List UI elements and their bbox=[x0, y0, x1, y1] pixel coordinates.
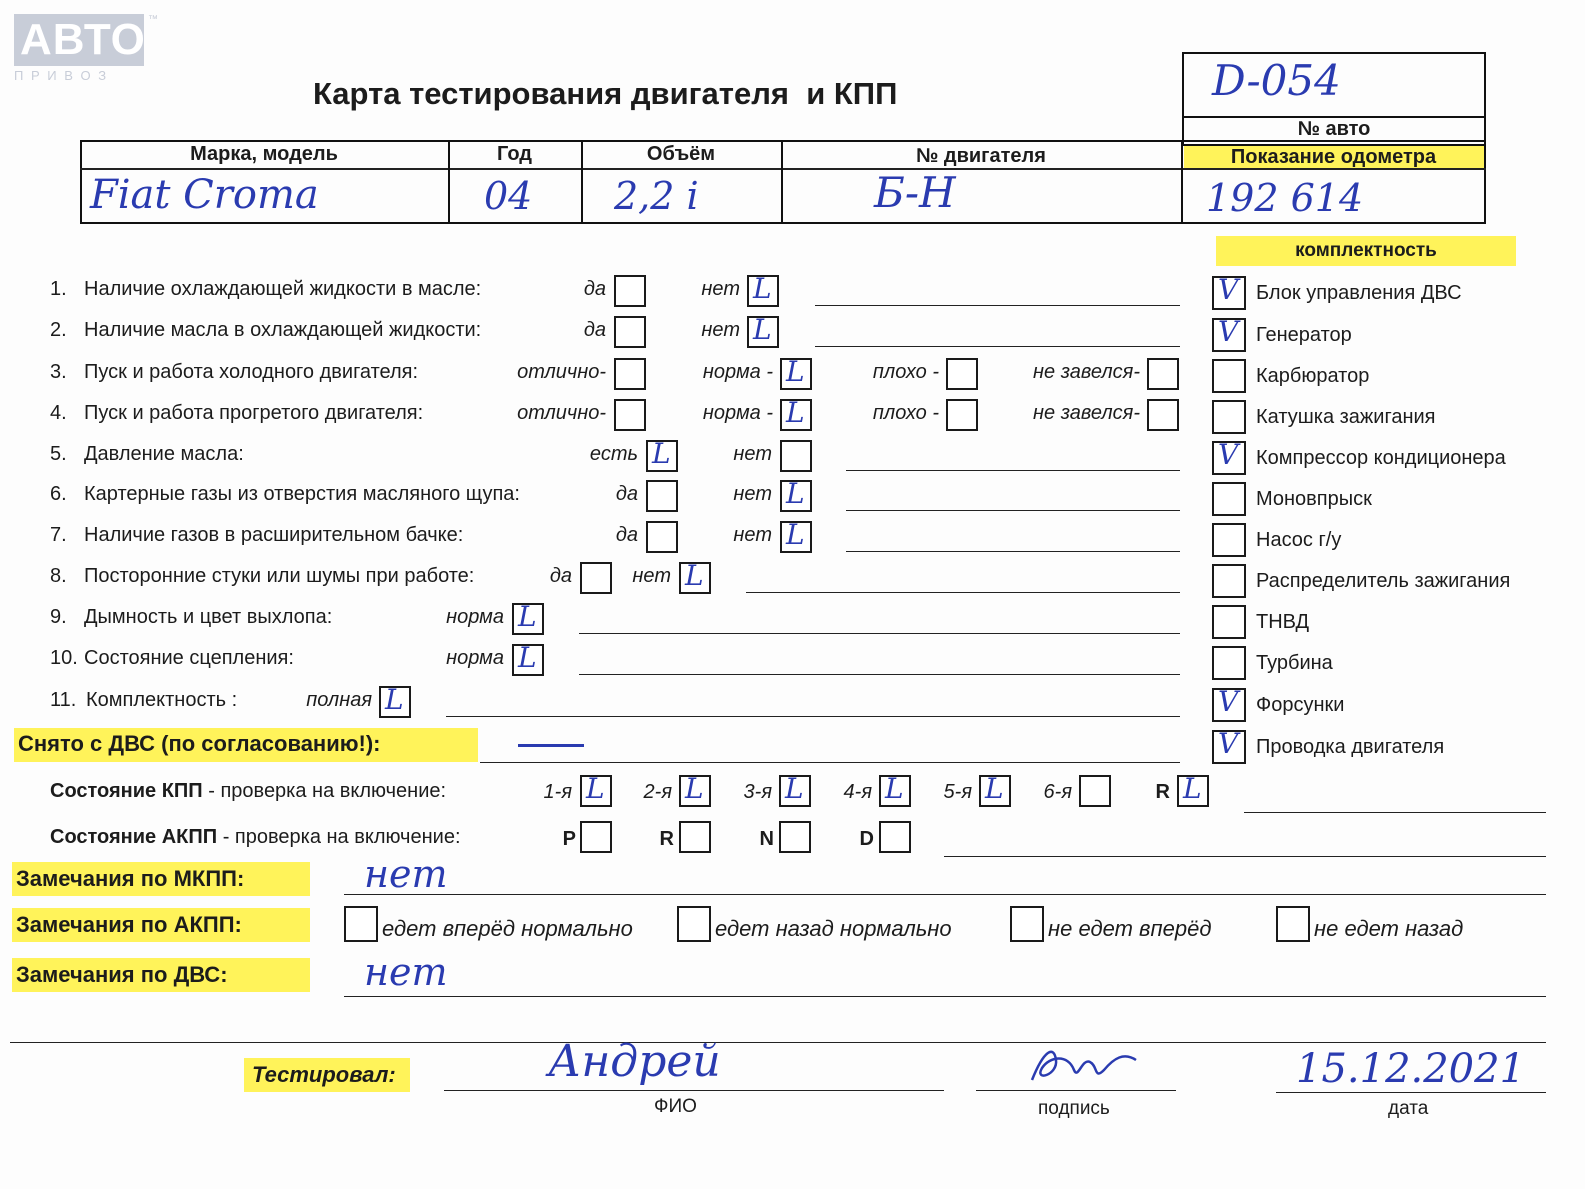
akpp-remark-label: не едет вперёд bbox=[1048, 916, 1212, 941]
check-mark: L bbox=[518, 600, 537, 633]
check-option-label: да bbox=[549, 565, 572, 587]
volume-value: 2,2 i bbox=[614, 174, 699, 218]
check-row-number: 2. bbox=[50, 319, 67, 341]
kpp-label-bold: Состояние КПП bbox=[50, 780, 203, 802]
check-mark: V bbox=[1218, 727, 1239, 760]
check-option-checkbox[interactable] bbox=[1147, 358, 1179, 390]
dvs-remarks-label: Замечания по ДВС: bbox=[16, 962, 228, 987]
check-option-checkbox[interactable] bbox=[780, 440, 812, 472]
kpp-gear-checkbox[interactable] bbox=[879, 772, 911, 807]
completeness-checkbox[interactable] bbox=[1212, 646, 1246, 680]
kpp-gear-checkbox[interactable] bbox=[679, 772, 711, 807]
akpp-remark-checkbox[interactable] bbox=[344, 906, 378, 942]
completeness-checkbox[interactable] bbox=[1212, 400, 1246, 434]
check-mark: V bbox=[1218, 438, 1239, 471]
check-option-label: нет bbox=[701, 319, 740, 341]
check-option-label: не завелся- bbox=[1033, 361, 1140, 383]
signature-label: подпись bbox=[1038, 1098, 1110, 1119]
check-option-label: нет bbox=[733, 483, 772, 505]
engine-value: Б-Н bbox=[874, 168, 956, 217]
check-mark: L bbox=[786, 477, 805, 510]
kpp-gear-label: 2-я bbox=[643, 781, 672, 803]
check-row-number: 9. bbox=[50, 606, 67, 628]
check-row-label: Пуск и работа холодного двигателя: bbox=[84, 361, 419, 383]
completeness-checkbox[interactable] bbox=[1212, 685, 1246, 722]
removed-label: Снято с ДВС (по согласованию!): bbox=[18, 731, 381, 756]
akpp-remark-label: едет вперёд нормально bbox=[382, 916, 633, 941]
check-row-number: 11. bbox=[50, 689, 77, 711]
check-option-checkbox[interactable] bbox=[780, 355, 812, 390]
check-mark: L bbox=[786, 396, 805, 429]
check-row-number: 8. bbox=[50, 565, 67, 587]
check-option-checkbox[interactable] bbox=[512, 641, 544, 676]
kpp-label bbox=[50, 780, 446, 803]
check-row-number: 3. bbox=[50, 361, 67, 383]
check-row-label: Комплектность : bbox=[86, 689, 238, 711]
completeness-title: комплектность bbox=[1295, 240, 1437, 261]
akpp-label bbox=[50, 826, 461, 849]
check-mark: L bbox=[685, 772, 704, 805]
check-mark: V bbox=[1218, 315, 1239, 348]
check-option-label: норма - bbox=[702, 402, 773, 424]
check-option-label: норма bbox=[446, 647, 504, 669]
check-option-label: да bbox=[583, 278, 606, 300]
date-value: 15.12.2021 bbox=[1296, 1046, 1526, 1092]
check-option-label: нет bbox=[733, 443, 772, 465]
check-option-checkbox[interactable] bbox=[614, 358, 646, 390]
check-option-label: норма - bbox=[702, 361, 773, 383]
logo-sub: П Р И В О З bbox=[14, 68, 109, 83]
check-option-checkbox[interactable] bbox=[946, 399, 978, 431]
check-option-label: плохо - bbox=[872, 361, 939, 383]
akpp-remark-checkbox[interactable] bbox=[677, 906, 711, 942]
check-option-checkbox[interactable] bbox=[747, 272, 779, 307]
check-row-number: 10. bbox=[50, 647, 78, 669]
completeness-item-label: Насос г/у bbox=[1256, 529, 1342, 551]
check-option-checkbox[interactable] bbox=[646, 480, 678, 512]
check-option-checkbox[interactable] bbox=[780, 477, 812, 512]
check-row-number: 4. bbox=[50, 402, 67, 424]
completeness-checkbox[interactable] bbox=[1212, 727, 1246, 764]
akpp-label-rest: - проверка на включение: bbox=[217, 826, 461, 848]
signature-mark bbox=[1024, 1040, 1144, 1088]
completeness-checkbox[interactable] bbox=[1212, 315, 1246, 352]
check-option-label: нет bbox=[733, 524, 772, 546]
akpp-remark-checkbox[interactable] bbox=[1010, 906, 1044, 942]
make-value: Fiat Croma bbox=[90, 172, 319, 218]
completeness-item-label: Проводка двигателя bbox=[1256, 736, 1445, 758]
akpp-mode-label: R bbox=[659, 828, 674, 850]
check-option-label: отлично- bbox=[517, 361, 606, 383]
odometer-value: 192 614 bbox=[1206, 176, 1364, 220]
akpp-mode-checkbox[interactable] bbox=[879, 821, 911, 853]
check-option-label: норма bbox=[446, 606, 504, 628]
completeness-item-label: Распределитель зажигания bbox=[1256, 570, 1511, 592]
akpp-remarks-label: Замечания по АКПП: bbox=[16, 912, 242, 937]
check-option-checkbox[interactable] bbox=[512, 600, 544, 635]
check-option-label: плохо - bbox=[872, 402, 939, 424]
kpp-label-rest: - проверка на включение: bbox=[202, 780, 447, 802]
completeness-checkbox[interactable] bbox=[1212, 482, 1246, 516]
page-title: Карта тестирования двигателя и КПП bbox=[313, 76, 898, 111]
check-option-label: да bbox=[615, 524, 638, 546]
check-option-label: не завелся- bbox=[1033, 402, 1140, 424]
check-option-checkbox[interactable] bbox=[580, 562, 612, 594]
logo-trademark: ™ bbox=[148, 14, 158, 25]
check-option-label: нет bbox=[632, 565, 671, 587]
check-option-label: да bbox=[615, 483, 638, 505]
check-option-checkbox[interactable] bbox=[646, 437, 678, 472]
check-row-label: Наличие масла в охлаждающей жидкости: bbox=[84, 319, 482, 341]
date-label: дата bbox=[1388, 1098, 1429, 1119]
tester-name: Андрей bbox=[548, 1036, 721, 1087]
akpp-remark-label: не едет назад bbox=[1314, 916, 1464, 941]
volume-header: Объём bbox=[646, 143, 716, 165]
fio-label: ФИО bbox=[654, 1096, 697, 1117]
check-option-label: нет bbox=[701, 278, 740, 300]
check-mark: L bbox=[753, 272, 772, 305]
check-mark: L bbox=[586, 772, 605, 805]
check-option-checkbox[interactable] bbox=[614, 275, 646, 307]
check-row-label: Пуск и работа прогретого двигателя: bbox=[84, 402, 424, 424]
check-option-checkbox[interactable] bbox=[646, 521, 678, 553]
check-option-checkbox[interactable] bbox=[1147, 399, 1179, 431]
logo-main: АВТО bbox=[14, 14, 144, 66]
completeness-checkbox[interactable] bbox=[1212, 564, 1246, 598]
kpp-gear-checkbox[interactable] bbox=[580, 772, 612, 807]
dvs-remarks-value: нет bbox=[364, 950, 448, 994]
check-option-checkbox[interactable] bbox=[780, 518, 812, 553]
check-row-label: Посторонние стуки или шумы при работе: bbox=[84, 565, 475, 587]
check-row-label: Картерные газы из отверстия масляного щупа: bbox=[84, 483, 520, 505]
akpp-mode-checkbox[interactable] bbox=[580, 821, 612, 853]
check-row-number: 7. bbox=[50, 524, 67, 546]
kpp-gear-label: 6-я bbox=[1043, 781, 1072, 803]
check-mark: L bbox=[785, 772, 804, 805]
check-mark: V bbox=[1218, 685, 1239, 718]
kpp-gear-checkbox[interactable] bbox=[779, 772, 811, 807]
logo bbox=[14, 14, 158, 84]
check-mark: L bbox=[753, 313, 772, 346]
completeness-item-label: Блок управления ДВС bbox=[1256, 282, 1462, 304]
check-option-checkbox[interactable] bbox=[679, 559, 711, 594]
check-option-label: да bbox=[583, 319, 606, 341]
check-option-checkbox[interactable] bbox=[379, 683, 411, 718]
car-number-value: D-054 bbox=[1212, 56, 1341, 105]
check-option-label: отлично- bbox=[517, 402, 606, 424]
check-mark: L bbox=[786, 518, 805, 551]
check-mark: V bbox=[1218, 273, 1239, 306]
check-row-label: Состояние сцепления: bbox=[84, 647, 294, 669]
check-mark: L bbox=[652, 437, 671, 470]
engine-header: № двигателя bbox=[916, 145, 1046, 167]
kpp-gear-label: 5-я bbox=[943, 781, 972, 803]
completeness-item-label: Моновпрыск bbox=[1256, 488, 1372, 510]
completeness-item-label: Генератор bbox=[1256, 324, 1352, 346]
akpp-mode-label: P bbox=[562, 828, 576, 850]
kpp-gear-checkbox[interactable] bbox=[1177, 772, 1209, 807]
check-option-label: полная bbox=[306, 689, 372, 711]
akpp-remark-checkbox[interactable] bbox=[1276, 906, 1310, 942]
mkpp-remarks-label: Замечания по МКПП: bbox=[16, 866, 245, 891]
completeness-checkbox[interactable] bbox=[1212, 273, 1246, 310]
completeness-item-label: Турбина bbox=[1256, 652, 1333, 674]
completeness-item-label: Компрессор кондиционера bbox=[1256, 447, 1506, 469]
completeness-checkbox[interactable] bbox=[1212, 605, 1246, 639]
year-value: 04 bbox=[484, 174, 533, 218]
kpp-gear-label: 4-я bbox=[843, 781, 872, 803]
check-option-checkbox[interactable] bbox=[747, 313, 779, 348]
kpp-gear-label: 1-я bbox=[543, 781, 572, 803]
check-mark: L bbox=[518, 641, 537, 674]
akpp-mode-checkbox[interactable] bbox=[679, 821, 711, 853]
check-row-label: Давление масла: bbox=[84, 443, 244, 465]
check-mark: L bbox=[385, 683, 404, 716]
check-row-number: 5. bbox=[50, 443, 67, 465]
check-row-label: Наличие газов в расширительном бачке: bbox=[84, 524, 464, 546]
akpp-mode-label: N bbox=[759, 828, 774, 850]
tested-label: Тестировал: bbox=[252, 1062, 396, 1087]
check-mark: L bbox=[786, 355, 805, 388]
akpp-mode-checkbox[interactable] bbox=[779, 821, 811, 853]
check-row-label: Дымность и цвет выхлопа: bbox=[84, 606, 333, 628]
check-option-checkbox[interactable] bbox=[614, 399, 646, 431]
kpp-gear-label: R bbox=[1155, 781, 1170, 803]
completeness-item-label: Форсунки bbox=[1256, 694, 1345, 716]
completeness-item-label: Катушка зажигания bbox=[1256, 406, 1436, 428]
kpp-gear-checkbox[interactable] bbox=[979, 772, 1011, 807]
check-mark: L bbox=[685, 559, 704, 592]
check-mark: L bbox=[985, 772, 1004, 805]
check-row-label: Наличие охлаждающей жидкости в масле: bbox=[84, 278, 482, 300]
removed-dash-mark bbox=[518, 744, 584, 747]
check-option-checkbox[interactable] bbox=[614, 316, 646, 348]
kpp-gear-label: 3-я bbox=[743, 781, 772, 803]
akpp-remark-label: едет назад нормально bbox=[715, 916, 952, 941]
akpp-label-bold: Состояние АКПП bbox=[50, 826, 218, 848]
car-number-label: № авто bbox=[1297, 118, 1371, 140]
check-mark: L bbox=[1183, 772, 1202, 805]
completeness-checkbox[interactable] bbox=[1212, 359, 1246, 393]
check-row-number: 1. bbox=[50, 278, 67, 300]
check-option-checkbox[interactable] bbox=[780, 396, 812, 431]
odometer-header: Показание одометра bbox=[1230, 146, 1437, 168]
completeness-checkbox[interactable] bbox=[1212, 438, 1246, 475]
check-mark: L bbox=[885, 772, 904, 805]
make-header: Марка, модель bbox=[190, 143, 338, 165]
mkpp-remarks-value: нет bbox=[364, 852, 448, 896]
check-option-checkbox[interactable] bbox=[946, 358, 978, 390]
completeness-item-label: ТНВД bbox=[1256, 611, 1310, 633]
akpp-mode-label: D bbox=[859, 828, 874, 850]
completeness-item-label: Карбюратор bbox=[1256, 365, 1370, 387]
check-option-label: есть bbox=[589, 443, 638, 465]
check-row-number: 6. bbox=[50, 483, 67, 505]
completeness-checkbox[interactable] bbox=[1212, 523, 1246, 557]
year-header: Год bbox=[497, 143, 532, 165]
kpp-gear-checkbox[interactable] bbox=[1079, 775, 1111, 807]
